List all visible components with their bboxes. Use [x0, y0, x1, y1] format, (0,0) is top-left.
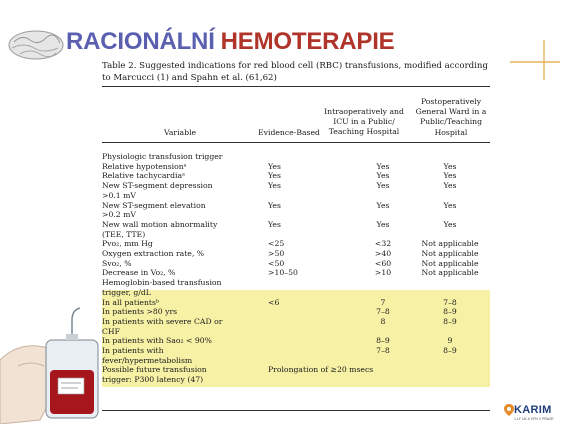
cell-variable: Hemoglobin-based transfusion	[102, 278, 222, 288]
cell-variable: Possible future transfusion	[102, 365, 207, 375]
cell-variable: New ST-segment elevation	[102, 200, 206, 210]
cell-variable: In all patientsᵇ	[102, 297, 160, 307]
table-caption: Table 2. Suggested indications for red blood cell (RBC) transfusions, modified according to Marcucci (1) and Spahn et al. (61,62)	[102, 61, 488, 83]
crosshair-decoration	[510, 40, 560, 80]
cell-intraop: 7–8	[376, 346, 390, 355]
cell-variable: In patients >80 yrs	[102, 307, 178, 317]
cell-intraop: 7–8	[376, 307, 390, 317]
cell-variable: In patients with Sao₂ < 90%	[102, 336, 212, 346]
cell-postop: 8–9	[443, 316, 457, 326]
cell-intraop: Yes	[376, 219, 390, 229]
table-top-rule	[102, 86, 490, 87]
title-word-2: HEMOTERAPIE	[220, 28, 395, 55]
cell-postop: Yes	[443, 171, 457, 181]
cell-postop: Not applicable	[421, 249, 479, 258]
logo-text: KARIM	[514, 404, 552, 416]
cell-intraop: <32	[374, 239, 392, 249]
cell-evidence: Prolongation of ≥20 msecs	[268, 365, 374, 375]
cell-evidence: Yes	[268, 181, 281, 191]
cell-intraop: Yes	[376, 200, 390, 210]
header-evidence: Evidence-Based	[258, 128, 320, 137]
cell-evidence: <6	[268, 297, 280, 307]
cell-variable: (TEE, TTE)	[102, 229, 146, 239]
brain-illustration	[6, 28, 66, 62]
cell-intraop: >10	[374, 268, 392, 278]
cell-postop: Yes	[443, 219, 457, 229]
cell-postop: 7–8	[443, 297, 457, 307]
logo-subtext: 1.LF UK A VFN V PRAZE	[514, 417, 554, 421]
cell-postop: 8–9	[443, 346, 457, 355]
cell-variable: trigger, g/dL	[102, 287, 151, 297]
cell-evidence: >50	[268, 249, 285, 258]
cell-evidence: Yes	[268, 200, 281, 210]
cell-intraop: 8	[380, 316, 386, 326]
cell-intraop: Yes	[376, 171, 390, 181]
cell-variable: Oxygen extraction rate, %	[102, 249, 205, 258]
cell-variable: New wall motion abnormality	[102, 219, 218, 229]
cell-variable: Pvo₂, mm Hg	[102, 239, 153, 249]
cell-postop: Yes	[443, 181, 457, 191]
cell-variable: Relative hypotensionᵃ	[102, 161, 187, 171]
cell-variable: In patients with severe CAD or	[102, 316, 223, 326]
cell-variable: >0.2 mV	[102, 210, 136, 220]
karim-logo	[502, 402, 564, 424]
header-bottom-rule	[102, 142, 490, 143]
header-variable: Variable	[164, 128, 197, 137]
cell-intraop: >40	[374, 249, 392, 258]
cell-evidence: Yes	[268, 161, 281, 171]
cell-variable: CHF	[102, 326, 120, 336]
cell-evidence: Yes	[268, 171, 281, 181]
cell-evidence: >10–50	[268, 268, 298, 278]
cell-evidence: Yes	[268, 219, 281, 229]
cell-variable: trigger: P300 latency (47)	[102, 375, 204, 385]
cell-variable: Decrease in Vo₂, %	[102, 268, 176, 278]
title-word-1: RACIONÁLNÍ	[66, 28, 215, 55]
cell-postop: 8–9	[443, 307, 457, 317]
cell-variable: Relative tachycardiaᵃ	[102, 171, 186, 181]
cell-variable: >0.1 mV	[102, 190, 136, 200]
cell-variable: Physiologic transfusion trigger	[102, 152, 223, 161]
location-pin-icon	[504, 404, 514, 416]
cell-postop: Not applicable	[421, 258, 479, 268]
cell-intraop: 8–9	[376, 336, 390, 346]
cell-variable: Svo₂, %	[102, 258, 132, 268]
cell-postop: Not applicable	[421, 239, 479, 249]
cell-evidence: <50	[268, 258, 285, 268]
cell-variable: New ST-segment depression	[102, 181, 213, 191]
cell-intraop: Yes	[376, 181, 390, 191]
cell-intraop: Yes	[376, 161, 390, 171]
blood-bag-illustration	[0, 300, 118, 424]
cell-evidence: <25	[268, 239, 285, 249]
cell-postop: Not applicable	[421, 268, 479, 278]
cell-postop: Yes	[443, 161, 457, 171]
header-intraop: Intraoperatively and ICU in a Public/ Teaching Hospital	[324, 107, 404, 137]
cell-intraop: 7	[380, 297, 386, 307]
table-bottom-rule	[102, 410, 490, 411]
cell-intraop: <60	[374, 258, 392, 268]
cell-postop: 9	[447, 336, 453, 346]
cell-variable: fever/hypermetabolism	[102, 355, 193, 365]
cell-postop: Yes	[443, 200, 457, 210]
slide-title	[66, 28, 395, 56]
header-postop: Postoperatively General Ward in a Public/Teaching Hospital	[415, 97, 487, 137]
cell-variable: In patients with	[102, 346, 164, 355]
